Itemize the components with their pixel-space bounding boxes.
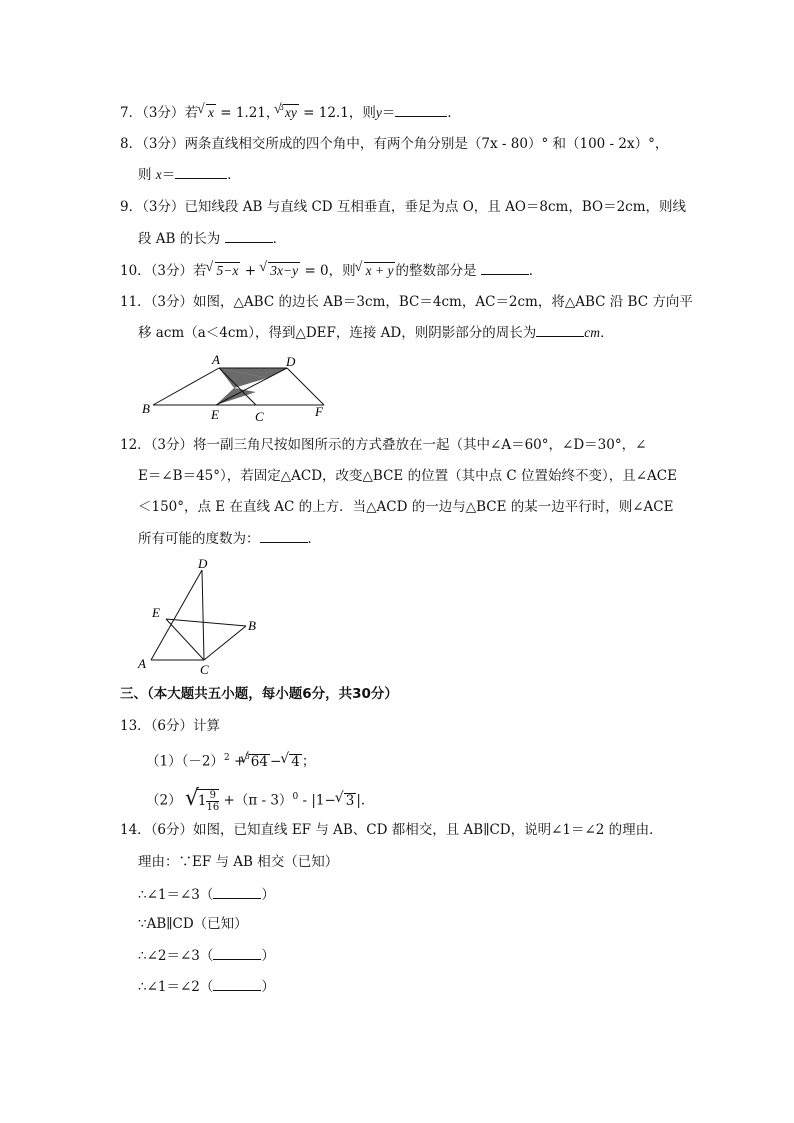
label-C: C	[255, 409, 264, 424]
shaded-region-bottom	[216, 388, 256, 405]
question-12-line4: 所有可能的度数为： ．	[138, 528, 321, 549]
answer-blank-10	[481, 260, 529, 275]
question-9: 9．（3分）已知线段 AB 与直线 CD 互相垂直，垂足为点 O，且 AO＝8cm，BO＝2cm，则线	[120, 199, 687, 215]
question-13: 13．（6分）计算	[120, 718, 221, 734]
question-11-line2: 移 acm（a＜4cm），得到△DEF，连接 AD，则阴影部分的周长为 cm．	[138, 322, 614, 343]
question-13-part2: （2） √ 1 $\frac{9}{16}$ +（π - 3）$^0$ - |1−√ 3 |.	[146, 784, 365, 814]
cbrt-xy: √ xy	[283, 104, 299, 120]
q14-reason-1: 理由：∵EF 与 AB 相交（已知）	[138, 854, 339, 870]
question-12: 12．（3分）将一副三角尺按如图所示的方式叠放在一起（其中∠A＝60°，∠D＝30°，∠	[120, 437, 647, 453]
label-C: C	[200, 662, 209, 677]
answer-blank-14a	[213, 884, 261, 899]
figure-q12-triangles	[132, 552, 272, 678]
figure-q11-translation	[138, 350, 338, 425]
label-E: E	[211, 407, 219, 422]
section-3-heading: 三、（本大题共五小题，每小题6分，共30分）	[120, 686, 398, 702]
label-B: B	[142, 401, 150, 416]
question-13-part1: $(1)(-2)^2 +^3√$ 64 −√ 4 ；	[146, 748, 315, 774]
label-A: A	[138, 656, 146, 671]
q14-reason-3: ∵AB∥CD（已知）	[138, 916, 248, 932]
label-E: E	[152, 605, 160, 620]
q14-reason-5: ∴∠1＝∠2（ ）	[138, 976, 275, 997]
question-8: 8．（3分）两条直线相交所成的四个角中，有两个角分别是（7x - 80）° 和（100 - 2x）°，	[120, 136, 669, 152]
question-11: 11．（3分）如图，△ABC 的边长 AB＝3cm，BC＝4cm，AC＝2cm，将△ABC 沿 BC 方向平	[120, 294, 693, 310]
answer-blank-14c	[213, 976, 261, 991]
question-8-line2: 则 x＝ ．	[138, 164, 241, 185]
answer-blank-9	[225, 228, 273, 243]
question-10: 10．（3分）若√ 5−x + √ 3x−y = 0，则√ x + y 的整数部分是 ．	[120, 260, 542, 281]
answer-blank-8	[175, 164, 227, 179]
answer-blank-11	[536, 322, 584, 337]
sqrt-mixed-fraction: √ 1 $\frac{9}{16}$	[184, 785, 220, 813]
question-9-line2: 段 AB 的长为 ．	[138, 228, 286, 249]
label-D: D	[286, 354, 296, 369]
answer-blank-12	[260, 528, 308, 543]
sqrt-x: √ x	[206, 104, 216, 120]
q14-reason-2: ∴∠1＝∠3（ ）	[138, 884, 275, 905]
question-12-line2: E＝∠B＝45°），若固定△ACD，改变△BCE 的位置（其中点 C 位置始终不变），且∠ACE	[138, 468, 677, 484]
answer-blank-7	[395, 102, 447, 117]
question-7: 7．（3分）若√ x = 1.21，$^3$√ xy = 12.1，则y＝ ．	[120, 102, 461, 125]
q14-reason-4: ∴∠2＝∠3（ ）	[138, 945, 275, 966]
question-12-line3: ＜150°，点 E 在直线 AC 的上方．当△ACD 的一边与△BCE 的某一边平行时，则∠ACE	[138, 499, 674, 515]
question-14: 14．（6分）如图，已知直线 EF 与 AB、CD 都相交，且 AB∥CD，说明∠1＝∠2 的理由．	[120, 822, 663, 838]
label-A: A	[212, 352, 220, 367]
answer-blank-14b	[213, 945, 261, 960]
label-B: B	[248, 618, 256, 633]
label-D: D	[198, 556, 208, 571]
label-F: F	[315, 404, 323, 419]
